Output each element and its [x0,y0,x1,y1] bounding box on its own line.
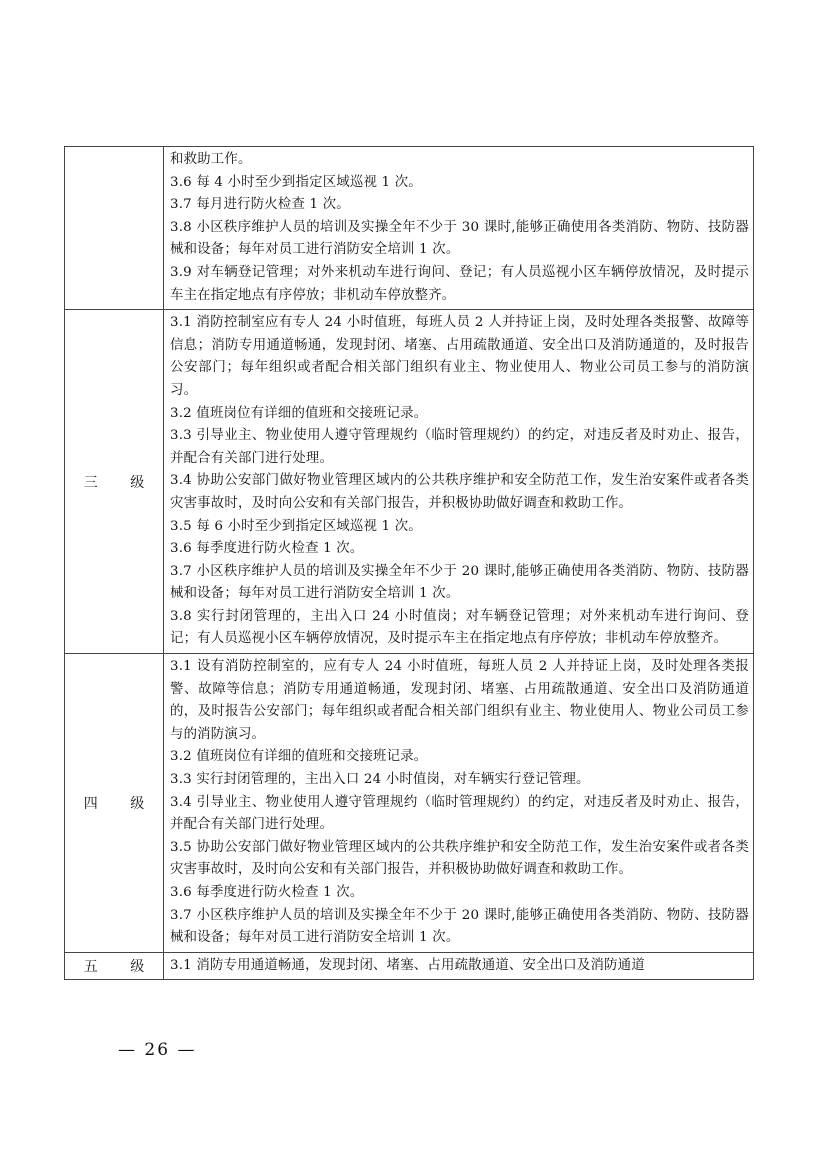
requirement-item: 3.6 每 4 小时至少到指定区域巡视 1 次。 [170,174,422,190]
requirement-item: 3.6 每季度进行防火检查 1 次。 [170,541,364,557]
requirement-item: 和救助工作。 [170,152,252,167]
table-row [65,654,754,953]
requirement-item: 3.7 小区秩序维护人员的培训及实操全年不少于 20 课时,能够正确使用各类消防、物防、技防器械和设备；每年对员工进行消防安全培训 1 次。 [170,907,749,946]
requirement-item: 3.8 小区秩序维护人员的培训及实操全年不少于 30 课时,能够正确使用各类消防、物防、技防器械和设备；每年对员工进行消防安全培训 1 次。 [170,219,749,258]
requirement-item: 3.5 协助公安部门做好物业管理区域内的公共秩序维护和安全防范工作，发生治安案件或者各类灾害事故时，及时向公安和有关部门报告，并积极协助做好调查和救助工作。 [170,839,749,878]
requirement-item: 3.2 值班岗位有详细的值班和交接班记录。 [170,405,428,421]
level-cell [65,310,164,654]
requirements-cell [164,952,754,980]
requirements-cell [164,147,754,310]
requirement-item: 3.9 对车辆登记管理；对外来机动车进行询问、登记；有人员巡视小区车辆停放情况，及时提示车主在指定地点有序停放；非机动车停放整齐。 [170,264,749,303]
table-row [65,147,754,310]
requirement-item: 3.7 小区秩序维护人员的培训及实操全年不少于 20 课时,能够正确使用各类消防、物防、技防器械和设备；每年对员工进行消防安全培训 1 次。 [170,563,749,602]
requirement-item: 3.3 引导业主、物业使用人遵守管理规约（临时管理规约）的约定，对违反者及时劝止、报告，并配合有关部门进行处理。 [170,428,749,466]
table-row [65,310,754,654]
standards-table [64,146,754,980]
requirements-cell [164,310,754,654]
level-label: 四 级 [83,795,159,812]
requirement-item: 3.4 引导业主、物业使用人遵守管理规约（临时管理规约）的约定，对违反者及时劝止、报告，并配合有关部门进行处理。 [170,794,749,833]
level-cell [65,952,164,980]
requirement-item: 3.6 每季度进行防火检查 1 次。 [170,885,364,900]
table-row [65,952,754,980]
requirement-item: 3.7 每月进行防火检查 1 次。 [170,197,350,213]
requirements-cell [164,654,754,953]
requirement-item: 3.4 协助公安部门做好物业管理区域内的公共秩序维护和安全防范工作，发生治安案件或者各类灾害事故时，及时向公安和有关部门报告，并积极协助做好调查和救助工作。 [170,473,749,511]
requirement-item: 3.1 消防控制室应有专人 24 小时值班，每班人员 2 人并持证上岗，及时处理各类报警、故障等信息；消防专用通道畅通，发现封闭、堵塞、占用疏散通道、安全出口及消防通道的，及时报告公安部门；每年组织或者配合相关部门组织有业主、物业使用人、物业公司员工参与的消防演习。 [170,315,749,398]
requirement-item: 3.3 实行封闭管理的，主出入口 24 小时值岗，对车辆实行登记管理。 [170,772,590,788]
level-label: 五 级 [83,959,159,976]
requirement-item: 3.5 每 6 小时至少到指定区域巡视 1 次。 [170,518,422,534]
requirement-item: 3.1 设有消防控制室的，应有专人 24 小时值班，每班人员 2 人并持证上岗，及时处理各类报警、故障等信息；消防专用通道畅通，发现封闭、堵塞、占用疏散通道、安全出口及消防通道的，及时报告公安部门；每年组织或者配合相关部门组织有业主、物业使用人、物业公司员工参与的消防演习。 [170,659,749,742]
level-label: 三 级 [83,474,159,491]
level-cell [65,147,164,310]
level-label [107,222,121,238]
requirement-item: 3.2 值班岗位有详细的值班和交接班记录。 [170,749,428,765]
page-number: — 26 — [118,1040,197,1060]
requirement-item: 3.8 实行封闭管理的，主出入口 24 小时值岗；对车辆登记管理；对外来机动车进行询问、登记；有人员巡视小区车辆停放情况，及时提示车主在指定地点有序停放；非机动车停放整齐。 [170,608,749,647]
standards-table-body [65,147,754,980]
level-cell [65,654,164,953]
requirement-item: 3.1 消防专用通道畅通，发现封闭、堵塞、占用疏散通道、安全出口及消防通道 [170,957,645,973]
